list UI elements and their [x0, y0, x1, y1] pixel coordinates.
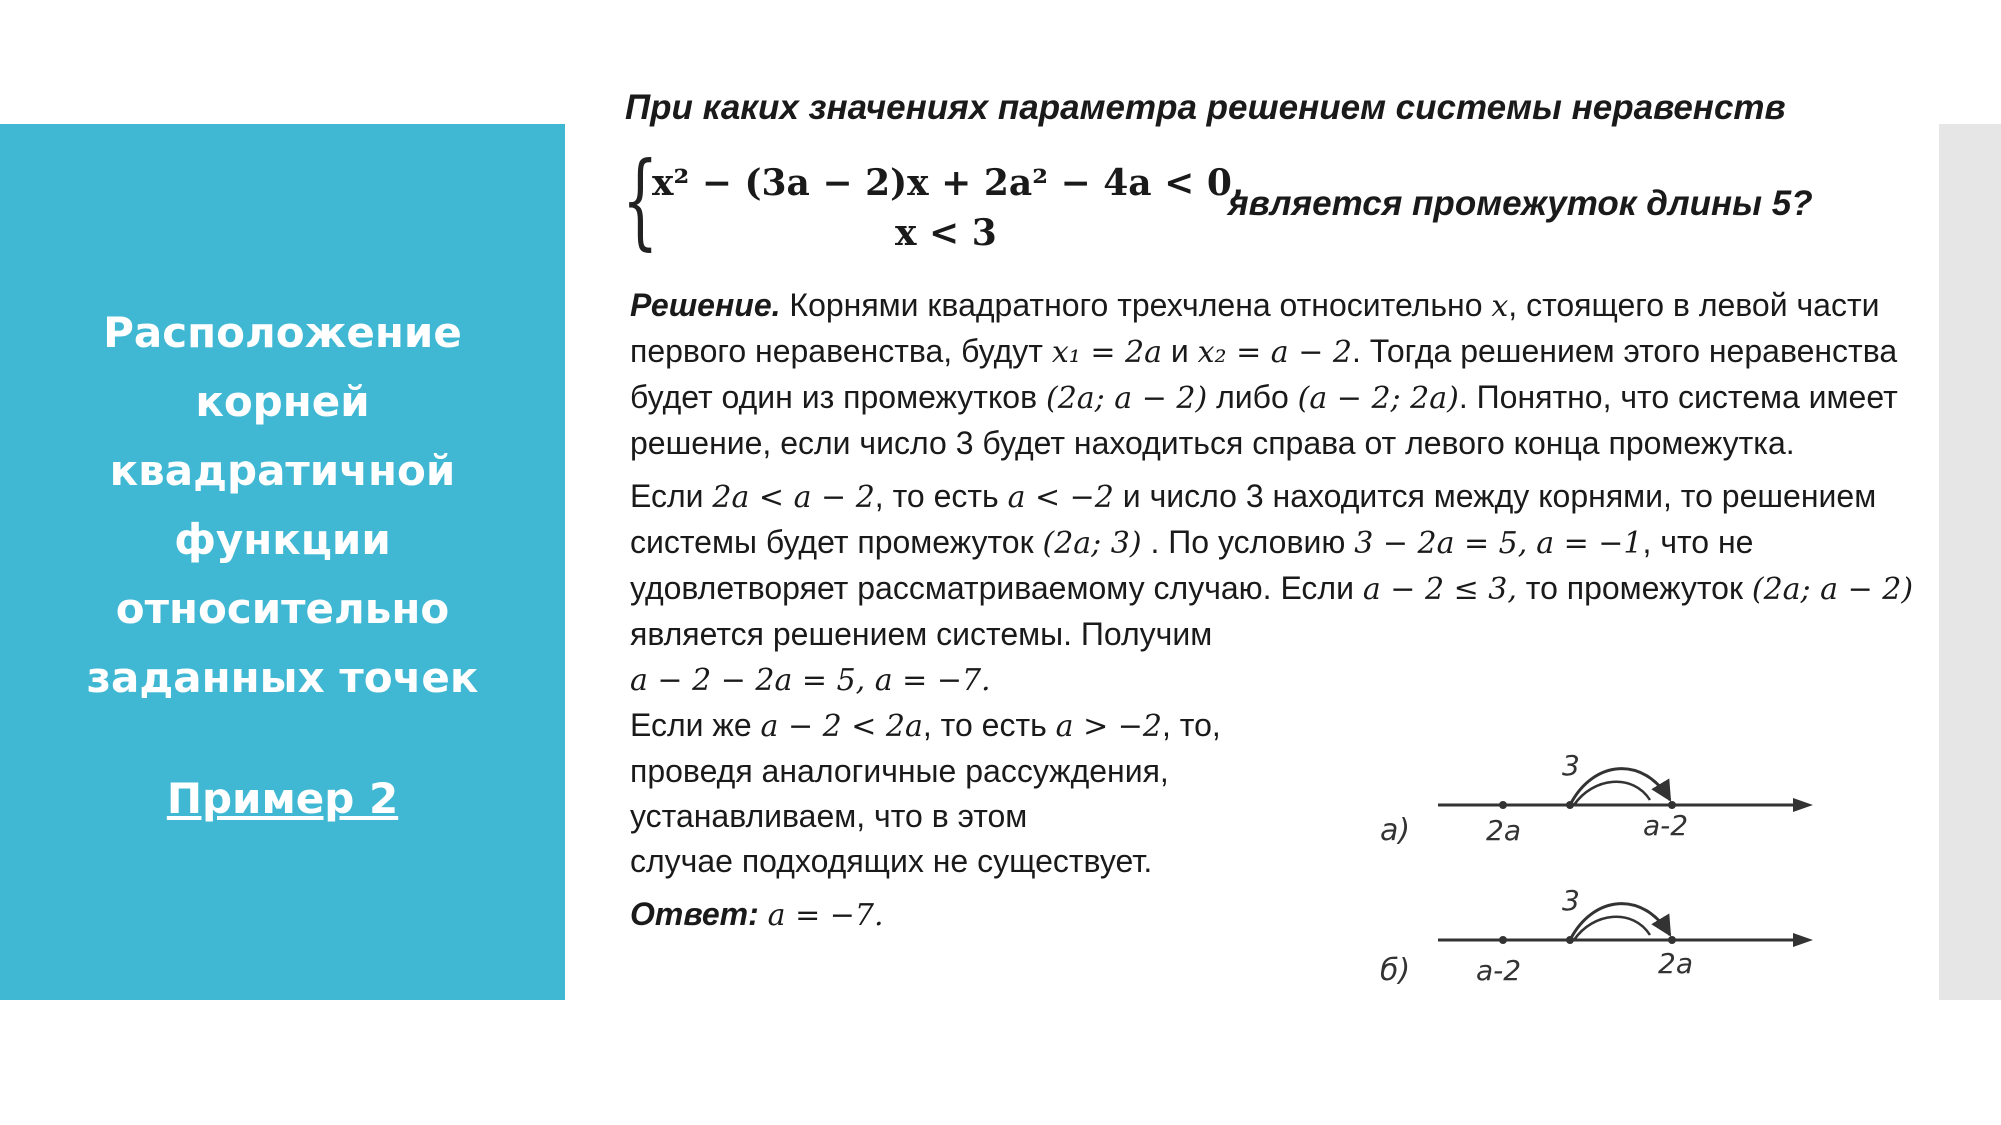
solution-paragraph-3 — [630, 703, 1320, 884]
solution-paragraph-1 — [630, 283, 1930, 466]
label-three-a: 3 — [1562, 749, 1580, 782]
text-run: и — [1161, 333, 1198, 369]
text-run: . Понятно, что система имеет решение, если число 3 будет находиться справа от левого конца промежутка. — [630, 379, 1898, 461]
text-run: . По условию — [1141, 524, 1355, 560]
point-left-a — [1499, 801, 1507, 809]
solution-label: Решение. — [630, 287, 781, 323]
sidebar-title-line: относительно — [115, 584, 450, 633]
arc-outer-b — [1570, 904, 1670, 940]
sidebar-title-line: квадратичной — [109, 446, 456, 495]
text-run: является решением системы. Получим — [630, 616, 1213, 652]
sidebar-title-line: заданных точек — [86, 653, 479, 702]
diagram-letter-a: а) — [1380, 813, 1411, 848]
math-expression: (2a; 3) — [1042, 526, 1142, 561]
label-right-a: a-2 — [1643, 809, 1689, 842]
problem-statement-tail: является промежуток длины 5? — [1228, 184, 1813, 223]
math-expression: a − 2 − 2a = 5, a = −7. — [630, 663, 991, 698]
axis-arrow-b — [1793, 933, 1813, 947]
text-run: либо — [1207, 379, 1298, 415]
label-left-b: a-2 — [1476, 954, 1522, 987]
sidebar-title-line: Расположение — [103, 308, 462, 357]
math-expression: x₂ = a − 2 — [1197, 335, 1352, 370]
point-left-b — [1499, 936, 1507, 944]
math-expression: a > −2 — [1055, 709, 1162, 744]
sidebar-title-line: корней — [195, 377, 370, 426]
answer-label: Ответ: — [630, 896, 759, 932]
axis-arrow-a — [1793, 798, 1813, 812]
point-right-b — [1668, 936, 1676, 944]
right-decor-bar — [1939, 124, 2001, 1000]
system-inequality-1: x² − (3a − 2)x + 2a² − 4a < 0, — [652, 162, 1245, 204]
problem-statement: При каких значениях параметра решением системы неравенств — [625, 88, 1786, 127]
system-inequality-2: x < 3 — [895, 212, 997, 254]
system-brace: { — [622, 139, 659, 261]
number-line-a — [1380, 749, 1813, 848]
math-expression: 3 − 2a = 5, — [1354, 526, 1528, 561]
answer-value: a = −7. — [767, 898, 884, 933]
point-right-a — [1668, 801, 1676, 809]
sidebar-title — [23, 298, 543, 712]
number-line-b — [1380, 884, 1813, 988]
arc-outer-a — [1570, 769, 1670, 805]
number-line-diagram — [1378, 745, 1818, 1005]
text-run: случае подходящих не существует. — [630, 843, 1153, 879]
example-link[interactable]: Пример 2 — [166, 774, 399, 823]
math-expression: x₁ = 2a — [1051, 335, 1162, 370]
math-expression: (a − 2; 2a) — [1297, 381, 1459, 416]
text-run: , то есть — [874, 478, 1008, 514]
sidebar-title-line: функции — [174, 515, 391, 564]
text-run: Если — [630, 478, 713, 514]
text-run — [1527, 524, 1536, 560]
math-expression: a − 2 < 2a — [760, 709, 923, 744]
text-run: . Тогда решением этого неравенства будет один из промежутков — [630, 333, 1898, 415]
text-run: , то есть — [922, 707, 1056, 743]
text-run: Корнями квадратного трехчлена относительно — [780, 287, 1492, 323]
text-run: то промежуток — [1516, 570, 1752, 606]
label-three-b: 3 — [1562, 884, 1580, 917]
math-expression: 2a < a − 2 — [712, 480, 875, 515]
math-var: x — [1491, 289, 1509, 324]
label-left-a: 2a — [1486, 814, 1521, 847]
label-right-b: 2a — [1658, 947, 1693, 980]
math-expression: a = −1 — [1536, 526, 1643, 561]
text-run: и число 3 находится между корнями, то решением системы будет промежуток — [630, 478, 1877, 560]
solution-paragraph-2 — [630, 474, 1930, 703]
text-run: , что не удовлетворяет рассматриваемому случаю. Если — [630, 524, 1754, 606]
math-expression: (2a; a − 2) — [1045, 381, 1208, 416]
text-run: , стоящего в левой части первого неравенства, будут — [630, 287, 1880, 369]
text-run: , то, проведя аналогичные рассуждения, устанавливаем, что в этом — [630, 707, 1221, 834]
math-expression: a < −2 — [1007, 480, 1114, 515]
text-run: Если же — [630, 707, 761, 743]
math-expression: (2a; a − 2) — [1751, 572, 1914, 607]
math-expression: a − 2 ≤ 3, — [1362, 572, 1517, 607]
diagram-letter-b: б) — [1380, 953, 1411, 988]
sidebar-panel — [0, 124, 565, 1000]
